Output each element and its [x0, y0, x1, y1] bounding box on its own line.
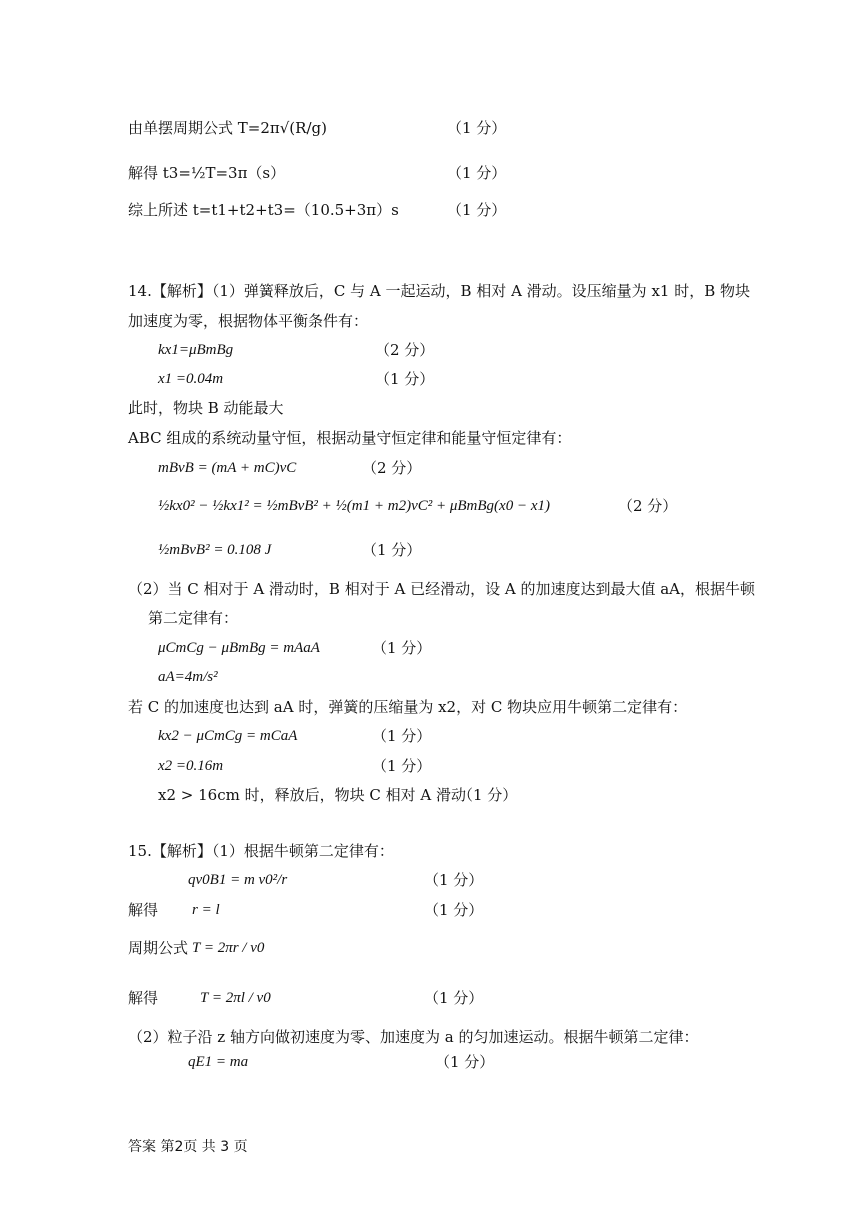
q15-solve2-points: （1 分）: [424, 989, 484, 1007]
q15-eq2-points: （1 分）: [435, 1053, 495, 1071]
q14-eq6-points: （1 分）: [372, 639, 432, 657]
q15-eq2: qE1 = ma: [188, 1054, 249, 1070]
q15-part2: （2）粒子沿 z 轴方向做初速度为零、加速度为 a 的匀加速运动。根据牛顿第二定律：: [128, 1028, 699, 1046]
q15-period-label: 周期公式: [128, 939, 189, 957]
q15-solve1-points: （1 分）: [424, 901, 484, 919]
q15-solve1-label: 解得: [128, 901, 159, 919]
q14-eq2-points: （1 分）: [375, 370, 435, 388]
pendulum-points: （1 分）: [447, 119, 507, 137]
q14-note2: ABC 组成的系统动量守恒，根据动量守恒定律和能量守恒定律有：: [128, 429, 572, 447]
q14-note3: 若 C 的加速度也达到 aA 时，弹簧的压缩量为 x2，对 C 物块应用牛顿第二定律有：: [128, 698, 688, 716]
q14-part2-line2: 第二定律有：: [148, 609, 239, 627]
solve-t3: 解得 t3=½T=3π（s）: [128, 164, 286, 182]
q15-solve2-eq: T = 2πl / v0: [200, 990, 271, 1006]
q14-eq2: x1 =0.04m: [158, 371, 224, 387]
q15-solve1-eq: r = l: [192, 902, 220, 918]
q14-heading-line2: 加速度为零，根据物体平衡条件有：: [128, 312, 369, 330]
summary-points: （1 分）: [447, 201, 507, 219]
q14-eq3: mBvB = (mA + mC)vC: [158, 460, 297, 476]
q15-heading: 15.【解析】（1）根据牛顿第二定律有：: [128, 842, 394, 860]
solve-t3-points: （1 分）: [447, 164, 507, 182]
q14-eq1-points: （2 分）: [375, 341, 435, 359]
q14-heading-line1: 14.【解析】（1）弹簧释放后，C 与 A 一起运动，B 相对 A 滑动。设压缩量为 x1 时，B 物块: [128, 282, 751, 300]
q14-eq7: aA=4m/s²: [158, 669, 218, 685]
q14-eq8: kx2 − μCmCg = mCaA: [158, 728, 298, 744]
q14-eq10-points: （1 分）: [458, 786, 518, 804]
q15-eq1: qv0B1 = m v0²/r: [188, 872, 288, 888]
q14-eq5: ½mBvB² = 0.108 J: [158, 542, 272, 558]
q14-eq8-points: （1 分）: [372, 727, 432, 745]
q14-eq1: kx1=μBmBg: [158, 342, 234, 358]
q14-eq3-points: （2 分）: [362, 459, 422, 477]
q14-eq9: x2 =0.16m: [158, 758, 224, 774]
q15-solve2-label: 解得: [128, 989, 159, 1007]
q14-eq4-points: （2 分）: [618, 497, 678, 515]
q14-eq9-points: （1 分）: [372, 757, 432, 775]
q14-note1: 此时，物块 B 动能最大: [128, 399, 284, 417]
q14-eq4: ½kx0² − ½kx1² = ½mBvB² + ½(m1 + m2)vC² + μBmBg(x0 − x1): [158, 498, 550, 514]
q14-eq5-points: （1 分）: [362, 541, 422, 559]
pendulum-formula: 由单摆周期公式 T=2π√(R/g): [128, 119, 327, 137]
summary-line: 综上所述 t=t1+t2+t3=（10.5+3π）s: [128, 201, 399, 219]
q15-period-eq: T = 2πr / v0: [192, 940, 265, 956]
q14-part2-line1: （2）当 C 相对于 A 滑动时，B 相对于 A 已经滑动，设 A 的加速度达到最大值 aA，根据牛顿: [128, 580, 756, 598]
q15-eq1-points: （1 分）: [424, 871, 484, 889]
q14-eq6: μCmCg − μBmBg = mAaA: [158, 640, 320, 656]
q14-eq10: x2 > 16cm 时，释放后，物块 C 相对 A 滑动: [158, 786, 466, 804]
page-footer: 答案 第2页 共 3 页: [128, 1139, 248, 1155]
